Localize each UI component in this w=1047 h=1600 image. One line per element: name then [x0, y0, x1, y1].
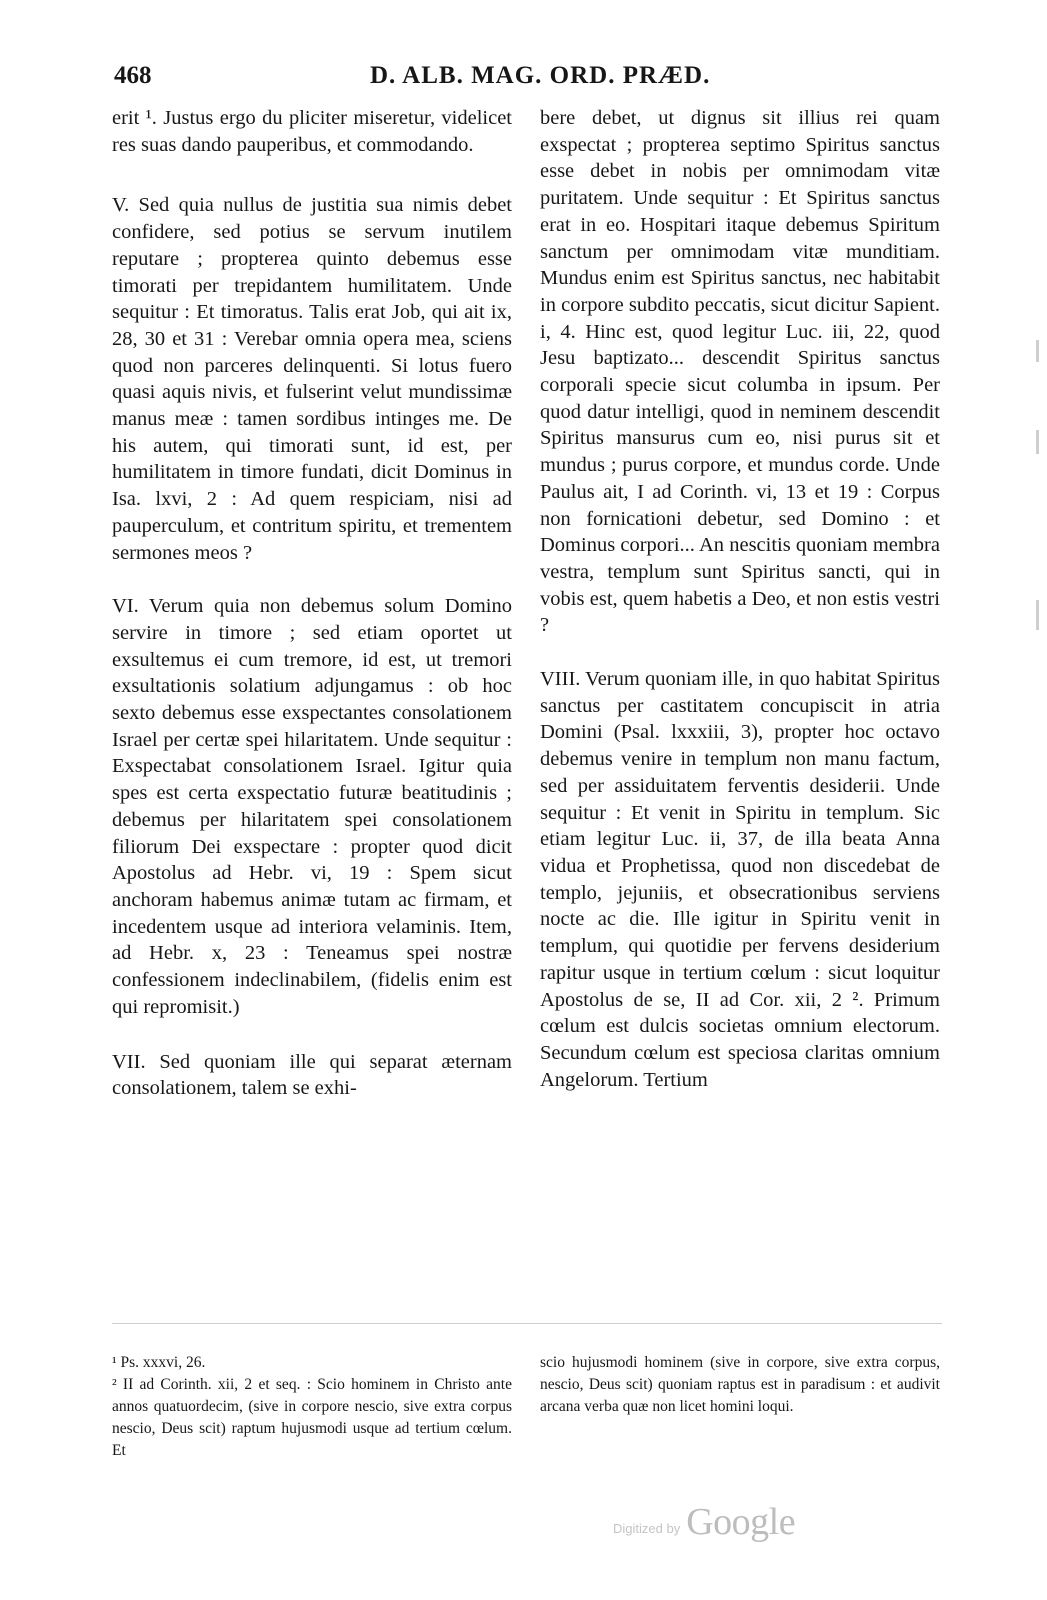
- footnote-divider: [112, 1323, 942, 1324]
- digitized-by-label: Digitized by: [613, 1521, 681, 1536]
- footnote-1: ¹ Ps. xxxvi, 26.: [112, 1354, 206, 1371]
- paragraph-viii: VIII. Verum quoniam ille, in quo habitat Spiritus sanctus per castitatem concupiscit in atria Domini (Psal. lxxxiii, 3), propter hoc octavo debemus venire in templum non manu factum, sed per assiduitatem ferventis desiderii. Unde sequitur : Et venit in Spiritu in templum. Sic etiam legitur Luc. ii, 37, de illa beata Anna vidua et Prophetissa, quod non discedebat de templo, jejuniis, et obsecrationibus serviens nocte ac die. Ille igitur in Spiritu venit in templum, qui quotidie per fervens desiderium rapitur usque in tertium cœlum : sicut loquitur Apostolus de se, II ad Cor. xii, 2 ². Primum cœlum est dulcis societas omnium electorum. Secundum cœlum est speciosa claritas omnium Angelorum. Tertium: [540, 668, 940, 1091]
- paragraph-vii-continued: bere debet, ut dignus sit illius rei quam exspectat ; propterea septimo Spiritus sanctus esse debet in nobis per omnimodam vitæ puritatem. Unde sequitur : Et Spiritus sanctus erat in eo. Hospitari itaque debemus Spiritum sanctum per omnimodam vitæ munditiam. Mundus enim est Spiritus sanctus, nec habitabit in corpore subdito peccatis, sicut dicitur Sapient. i, 4. Hinc est, quod legitur Luc. iii, 22, quod Jesu baptizato... descendit Spiritus sanctus corporali specie sicut columba in ipsum. Per quod datur intelligi, quod in neminem descendit Spiritus mansurus cum eo, nisi purus sit et mundus ; purus corpore, et mundus corde. Unde Paulus ait, I ad Corinth. vi, 13 et 19 : Corpus non fornicationi debetur, sed Domino : et Dominus corpori... An nescitis quoniam membra vestra, templum sunt Spiritus sancti, qui in vobis est, quem habetis a Deo, et non estis vestri ?: [540, 107, 940, 637]
- page-number: 468: [114, 62, 152, 89]
- paragraph-justus: erit ¹. Justus ergo du pliciter miseretur, videlicet res suas dando pauperibus, et commodando.: [112, 107, 512, 156]
- footnotes-right: [540, 1352, 940, 1418]
- footnote-2-continued: scio hujusmodi hominem (sive in corpore, sive extra corpus, nescio, Deus scit) quoniam raptus est in paradisum : et audivit arcana verba quæ non licet homini loqui.: [540, 1354, 940, 1415]
- left-column: [112, 105, 512, 1102]
- scan-edge-mark: [1036, 340, 1039, 362]
- footnotes-left: [112, 1352, 512, 1462]
- google-watermark: [613, 1500, 795, 1544]
- google-logo: Google: [686, 1501, 796, 1543]
- running-head: D. ALB. MAG. ORD. PRÆD.: [370, 62, 711, 89]
- scan-edge-mark: [1036, 600, 1039, 630]
- footnote-2: ² II ad Corinth. xii, 2 et seq. : Scio hominem in Christo ante annos quatuordecim, (sive in corpore nescio, sive extra corpus nescio, Deus scit) raptum hujusmodi usque ad tertium cœlum. Et: [112, 1376, 512, 1459]
- paragraph-vii: VII. Sed quoniam ille qui separat æternam consolationem, talem se exhi-: [112, 1050, 512, 1100]
- paragraph-v: V. Sed quia nullus de justitia sua nimis debet confidere, sed potius se servum inutilem reputare ; propterea quinto debemus esse timorati per trepidantem humilitatem. Unde sequitur : Et timoratus. Talis erat Job, qui ait ix, 28, 30 et 31 : Verebar omnia opera mea, sciens quod non parceres delinquenti. Si lotus fuero quasi aquis nivis, et fulserint velut mundissimæ manus meæ : tamen sordibus intinges me. De his autem, qui timorati sunt, id est, per humilitatem in timore fundati, dicit Dominus in Isa. lxvi, 2 : Ad quem respiciam, nisi ad pauperculum, et contritum spiritu, et trementem sermones meos ?: [112, 194, 512, 564]
- paragraph-vi: VI. Verum quia non debemus solum Domino servire in timore ; sed etiam oportet ut exsultemus ei cum tremore, id est, ut tremori exsultationis solatium adjungamus : ob hoc sexto debemus esse exspectantes consolationem Israel per certæ spei hilaritatem. Unde sequitur : Exspectabat consolationem Israel. Igitur quia spes est certa exspectatio futuræ beatitudinis ; debemus per hilaritatem spei consolationem filiorum Dei exspectare : propter quod dicit Apostolus ad Hebr. vi, 19 : Spem sicut anchoram habemus animæ tutam ac firmam, et incedentem usque ad interiora velaminis. Item, ad Hebr. x, 23 : Teneamus spei nostræ confessionem indeclinabilem, (fidelis enim est qui repromisit.): [112, 595, 512, 1018]
- right-column: [540, 105, 940, 1093]
- scan-edge-mark: [1036, 430, 1039, 454]
